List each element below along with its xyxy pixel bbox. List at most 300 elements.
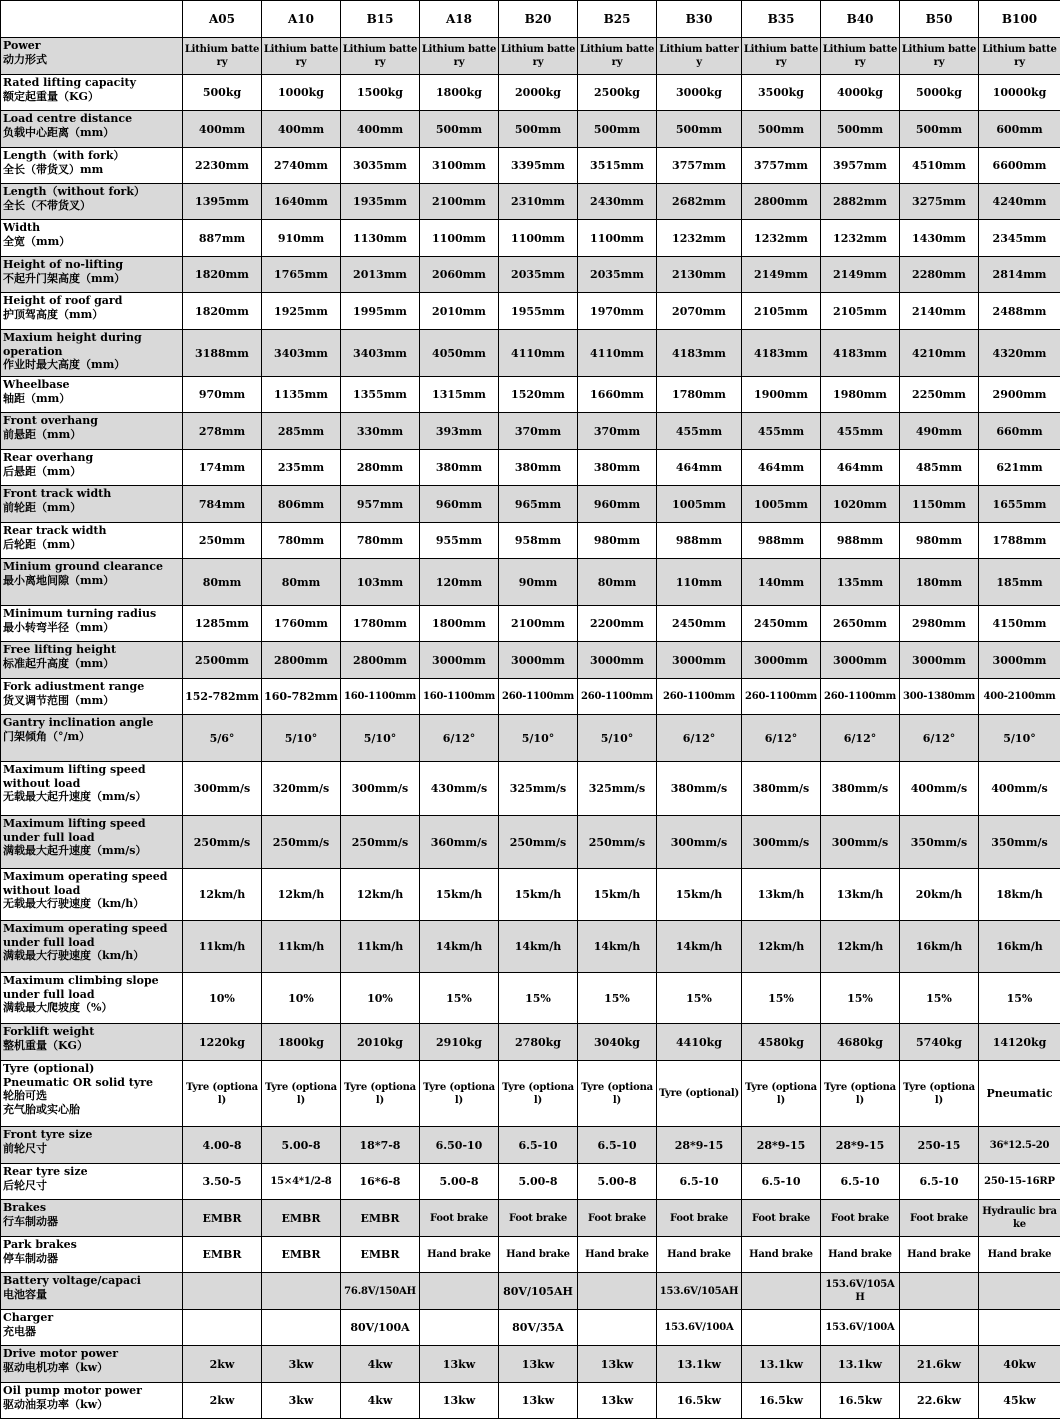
row-label-line: 后轮尺寸 [3,1179,180,1193]
spec-cell: 380mm [420,450,499,486]
spec-cell: 5.00-8 [420,1164,499,1200]
row-label-line: Front overhang [3,414,180,428]
spec-cell: 2149mm [742,257,821,293]
spec-cell: 3000mm [900,642,979,679]
table-row [1,1237,1060,1273]
spec-cell: 160-782mm [262,679,341,715]
header-row [1,1,1060,38]
spec-cell: 120mm [420,559,499,606]
spec-cell: 18km/h [979,869,1060,921]
row-label [1,1061,183,1127]
spec-cell: 6600mm [979,148,1060,184]
row-label [1,257,183,293]
spec-cell: 3000mm [499,642,578,679]
spec-cell: 6.5-10 [821,1164,900,1200]
row-label-line: Brakes [3,1201,180,1215]
table-row [1,413,1060,450]
spec-cell: EMBR [262,1200,341,1237]
spec-cell: 1500kg [341,75,420,111]
spec-cell: Lithium battery [979,38,1060,75]
spec-cell [979,1310,1060,1346]
spec-cell: Tyre (optional) [578,1061,657,1127]
spec-cell: 2000kg [499,75,578,111]
table-row [1,220,1060,257]
table-row [1,111,1060,148]
spec-cell: 80mm [578,559,657,606]
spec-cell: Hand brake [578,1237,657,1273]
spec-cell: 6/12° [742,715,821,762]
row-label [1,1273,183,1310]
spec-cell: Lithium battery [420,38,499,75]
spec-cell: 1220kg [183,1024,262,1061]
spec-cell: 2100mm [499,606,578,642]
spec-cell: 2800mm [262,642,341,679]
table-row [1,148,1060,184]
spec-cell: 12km/h [341,869,420,921]
spec-cell: 1005mm [742,486,821,523]
spec-cell: 1315mm [420,377,499,413]
spec-cell: 4240mm [979,184,1060,220]
table-row [1,293,1060,330]
row-label-line: without load [3,777,180,791]
row-label-line: Maxium height during [3,331,180,345]
spec-cell: Tyre (optional) [341,1061,420,1127]
spec-cell: Hand brake [821,1237,900,1273]
spec-cell: 2035mm [578,257,657,293]
spec-cell: 300mm/s [657,816,742,869]
model-header: B35 [742,1,821,38]
spec-cell: 2814mm [979,257,1060,293]
spec-cell: 6.50-10 [420,1127,499,1164]
spec-cell: 153.6V/100A [657,1310,742,1346]
table-row [1,816,1060,869]
spec-cell: 1760mm [262,606,341,642]
row-label-line: 标准起升高度（mm） [3,657,180,671]
spec-cell: 4000kg [821,75,900,111]
row-label-line: Rated lifting capacity [3,76,180,90]
row-label-line: 满载最大爬坡度（%） [3,1001,180,1015]
spec-cell: 2650mm [821,606,900,642]
spec-cell: 13.1kw [657,1346,742,1383]
spec-cell: 160-1100mm [420,679,499,715]
spec-cell [742,1273,821,1310]
spec-cell: 260-1100mm [742,679,821,715]
spec-cell: 1765mm [262,257,341,293]
spec-cell: 2105mm [821,293,900,330]
spec-cell: 3000mm [742,642,821,679]
row-label-line: Height of roof gard [3,294,180,308]
spec-cell: 20km/h [900,869,979,921]
row-label-line: 全长（不带货叉） [3,199,180,213]
row-label-line: Length（without fork） [3,185,180,199]
row-label-line: Maximum lifting speed [3,817,180,831]
spec-cell: 1100mm [578,220,657,257]
spec-cell: 13.1kw [821,1346,900,1383]
spec-cell: 5/10° [979,715,1060,762]
spec-cell: 5/10° [499,715,578,762]
spec-cell: 3000mm [979,642,1060,679]
spec-cell: 1935mm [341,184,420,220]
spec-cell: 4510mm [900,148,979,184]
spec-cell: 621mm [979,450,1060,486]
spec-cell: 6.5-10 [900,1164,979,1200]
model-header: B25 [578,1,657,38]
spec-cell: 110mm [657,559,742,606]
spec-cell: 16*6-8 [341,1164,420,1200]
row-label-line: 整机重量（KG） [3,1039,180,1053]
spec-cell: 1800mm [420,606,499,642]
spec-cell: 4110mm [578,330,657,377]
spec-cell: 14km/h [578,921,657,973]
spec-cell: 15×4*1/2-8 [262,1164,341,1200]
spec-cell: 15% [979,973,1060,1024]
spec-cell: 2130mm [657,257,742,293]
spec-cell: 2200mm [578,606,657,642]
row-label-line: 前轮距（mm） [3,501,180,515]
spec-cell: 500mm [657,111,742,148]
spec-cell: 455mm [821,413,900,450]
row-label [1,1127,183,1164]
spec-cell: 6.5-10 [657,1164,742,1200]
spec-cell: 260-1100mm [821,679,900,715]
spec-cell: 3515mm [578,148,657,184]
table-row [1,523,1060,559]
spec-cell: Foot brake [900,1200,979,1237]
row-label-line: 驱动电机功率（kw） [3,1361,180,1375]
spec-cell: 1232mm [657,220,742,257]
spec-cell: 3100mm [420,148,499,184]
row-label-line: 门架倾角（°/m） [3,730,180,744]
spec-cell: 16.5kw [742,1383,821,1419]
spec-cell: Foot brake [420,1200,499,1237]
spec-cell: 5000kg [900,75,979,111]
spec-cell: 806mm [262,486,341,523]
spec-cell: 11km/h [262,921,341,973]
spec-cell: 784mm [183,486,262,523]
spec-cell: 3000mm [420,642,499,679]
spec-cell: 400mm/s [900,762,979,816]
spec-cell: 16km/h [900,921,979,973]
row-label [1,111,183,148]
spec-cell: 174mm [183,450,262,486]
spec-cell: 455mm [657,413,742,450]
spec-cell: 14km/h [657,921,742,973]
spec-cell: 2900mm [979,377,1060,413]
spec-cell: 300mm/s [821,816,900,869]
spec-cell: Tyre (optional) [262,1061,341,1127]
spec-cell: Lithium battery [262,38,341,75]
row-label [1,1200,183,1237]
spec-cell: Foot brake [821,1200,900,1237]
spec-cell: 16.5kw [657,1383,742,1419]
spec-cell [742,1310,821,1346]
spec-cell: 6/12° [420,715,499,762]
spec-cell: 103mm [341,559,420,606]
spec-cell: 400mm/s [979,762,1060,816]
spec-cell: 1520mm [499,377,578,413]
row-label-line: Fork adiustment range [3,680,180,694]
spec-cell: 1640mm [262,184,341,220]
spec-cell: 380mm/s [742,762,821,816]
spec-cell: 28*9-15 [821,1127,900,1164]
spec-cell: 6/12° [657,715,742,762]
spec-cell: 3035mm [341,148,420,184]
row-label [1,559,183,606]
row-label [1,816,183,869]
row-label [1,973,183,1024]
spec-cell: Pneumatic [979,1061,1060,1127]
row-label-line: 后轮距（mm） [3,538,180,552]
spec-cell: 2345mm [979,220,1060,257]
row-label-line: 轴距（mm） [3,392,180,406]
table-row [1,1346,1060,1383]
spec-cell: 1005mm [657,486,742,523]
table-row [1,377,1060,413]
row-label-line: 轮胎可选 [3,1089,180,1103]
spec-cell: 152-782mm [183,679,262,715]
spec-cell: 135mm [821,559,900,606]
spec-cell: 5/10° [262,715,341,762]
spec-cell: 250mm/s [499,816,578,869]
spec-cell: 2149mm [821,257,900,293]
row-label-line: 充气胎或实心胎 [3,1103,180,1117]
spec-cell: 500mm [578,111,657,148]
spec-cell: 360mm/s [420,816,499,869]
spec-cell: 485mm [900,450,979,486]
spec-cell [900,1310,979,1346]
spec-cell: 153.6V/105AH [821,1273,900,1310]
spec-cell: 4kw [341,1346,420,1383]
spec-cell: 4580kg [742,1024,821,1061]
spec-cell: 1995mm [341,293,420,330]
spec-cell: 2780kg [499,1024,578,1061]
spec-cell: Lithium battery [578,38,657,75]
spec-cell: 1000kg [262,75,341,111]
spec-cell: 250mm/s [341,816,420,869]
row-label-line: Charger [3,1311,180,1325]
spec-cell: 13kw [499,1346,578,1383]
row-label-line: 负载中心距离（mm） [3,126,180,140]
spec-cell: Foot brake [578,1200,657,1237]
spec-cell: 4183mm [657,330,742,377]
row-label-line: Rear track width [3,524,180,538]
spec-cell: Hand brake [979,1237,1060,1273]
spec-cell: 13kw [499,1383,578,1419]
spec-cell: 13km/h [742,869,821,921]
spec-cell: 500kg [183,75,262,111]
row-label [1,1024,183,1061]
row-label-line: 电池容量 [3,1288,180,1302]
spec-cell: 965mm [499,486,578,523]
spec-cell: 15% [821,973,900,1024]
spec-cell: Hand brake [742,1237,821,1273]
spec-cell: 455mm [742,413,821,450]
row-label-line: 前轮尺寸 [3,1142,180,1156]
table-row [1,973,1060,1024]
model-header: B15 [341,1,420,38]
spec-cell: 28*9-15 [657,1127,742,1164]
spec-cell: 45kw [979,1383,1060,1419]
spec-cell: 5740kg [900,1024,979,1061]
row-label-line: 最小转弯半径（mm） [3,621,180,635]
spec-cell: 13kw [578,1346,657,1383]
spec-cell: 15% [900,973,979,1024]
table-row [1,1164,1060,1200]
spec-cell: 1655mm [979,486,1060,523]
row-label [1,413,183,450]
spec-cell: 21.6kw [900,1346,979,1383]
spec-cell: Lithium battery [900,38,979,75]
row-label-line: Width [3,221,180,235]
model-header: B50 [900,1,979,38]
table-row [1,75,1060,111]
spec-cell: 15km/h [499,869,578,921]
spec-cell: 260-1100mm [578,679,657,715]
table-row [1,679,1060,715]
spec-cell: EMBR [341,1200,420,1237]
spec-cell: Foot brake [742,1200,821,1237]
spec-cell: 14km/h [499,921,578,973]
spec-cell: 500mm [900,111,979,148]
table-row [1,606,1060,642]
spec-cell: 250mm/s [578,816,657,869]
row-label [1,921,183,973]
spec-cell: 3395mm [499,148,578,184]
row-label [1,762,183,816]
spec-cell: 278mm [183,413,262,450]
spec-cell: 160-1100mm [341,679,420,715]
spec-cell: 3kw [262,1383,341,1419]
row-label-line: Wheelbase [3,378,180,392]
spec-cell: 16km/h [979,921,1060,973]
spec-cell: 1900mm [742,377,821,413]
spec-cell: 153.6V/100A [821,1310,900,1346]
spec-cell: 2230mm [183,148,262,184]
table-row [1,38,1060,75]
spec-cell: 2kw [183,1383,262,1419]
spec-cell: 6.5-10 [499,1127,578,1164]
spec-cell: 1820mm [183,257,262,293]
spec-cell: 36*12.5-20 [979,1127,1060,1164]
table-row [1,1273,1060,1310]
spec-cell: EMBR [262,1237,341,1273]
spec-cell: 1800kg [420,75,499,111]
spec-cell: 14km/h [420,921,499,973]
spec-cell: 393mm [420,413,499,450]
spec-cell: 4320mm [979,330,1060,377]
row-label [1,606,183,642]
spec-cell: 3403mm [262,330,341,377]
spec-cell: 6/12° [821,715,900,762]
spec-cell: 300mm/s [742,816,821,869]
spec-cell: 490mm [900,413,979,450]
spec-cell: EMBR [183,1200,262,1237]
spec-cell: 16.5kw [821,1383,900,1419]
spec-cell: 13kw [420,1346,499,1383]
spec-cell: 3kw [262,1346,341,1383]
row-label-line: Load centre distance [3,112,180,126]
table-row [1,330,1060,377]
row-label-line: 作业时最大高度（mm） [3,358,180,372]
spec-cell: Lithium battery [742,38,821,75]
spec-cell: 887mm [183,220,262,257]
spec-cell: 2010mm [420,293,499,330]
row-label-line: 后悬距（mm） [3,465,180,479]
row-label [1,1346,183,1383]
spec-cell: 2100mm [420,184,499,220]
row-label [1,450,183,486]
spec-cell: Tyre (optional) [657,1061,742,1127]
spec-cell: 2060mm [420,257,499,293]
row-label-line: 无载最大行驶速度（km/h） [3,897,180,911]
spec-cell: 11km/h [183,921,262,973]
spec-cell: 2980mm [900,606,979,642]
spec-cell: Lithium battery [821,38,900,75]
row-label-line: 额定起重量（KG） [3,90,180,104]
spec-cell: 15% [657,973,742,1024]
spec-cell: 12km/h [742,921,821,973]
spec-cell: 13kw [578,1383,657,1419]
table-row [1,642,1060,679]
spec-cell: Lithium battery [499,38,578,75]
row-label-line: 无载最大起升速度（mm/s） [3,790,180,804]
spec-cell: Tyre (optional) [742,1061,821,1127]
row-label-line: 充电器 [3,1325,180,1339]
spec-cell: 1020mm [821,486,900,523]
spec-cell: 4150mm [979,606,1060,642]
model-header: A18 [420,1,499,38]
spec-cell: 464mm [821,450,900,486]
spec-cell: 600mm [979,111,1060,148]
spec-cell: 380mm/s [821,762,900,816]
spec-cell: 1100mm [420,220,499,257]
spec-cell: 380mm [499,450,578,486]
spec-cell: 960mm [420,486,499,523]
table-row [1,921,1060,973]
spec-cell: 15% [578,973,657,1024]
spec-cell: Hand brake [499,1237,578,1273]
spec-cell: 2105mm [742,293,821,330]
model-header: B40 [821,1,900,38]
spec-cell: 988mm [821,523,900,559]
spec-cell: 1820mm [183,293,262,330]
row-label-line: 满载最大行驶速度（km/h） [3,949,180,963]
spec-cell: 400-2100mm [979,679,1060,715]
row-label-line: Minimum turning radius [3,607,180,621]
row-label [1,715,183,762]
table-row [1,1127,1060,1164]
spec-cell: 1130mm [341,220,420,257]
spec-cell: 22.6kw [900,1383,979,1419]
row-label-line: Maximum operating speed [3,870,180,884]
row-label-line: Maximum operating speed [3,922,180,936]
spec-cell: 5.00-8 [262,1127,341,1164]
row-label-line: Rear overhang [3,451,180,465]
row-label [1,1310,183,1346]
spec-cell: 780mm [262,523,341,559]
row-label [1,184,183,220]
table-row [1,869,1060,921]
spec-cell: 80V/105AH [499,1273,578,1310]
spec-cell: Tyre (optional) [900,1061,979,1127]
spec-cell: 2250mm [900,377,979,413]
spec-cell: 15km/h [420,869,499,921]
table-row [1,450,1060,486]
row-label-line: 全宽（mm） [3,235,180,249]
row-label [1,1237,183,1273]
spec-cell: 1800kg [262,1024,341,1061]
spec-cell: 325mm/s [578,762,657,816]
